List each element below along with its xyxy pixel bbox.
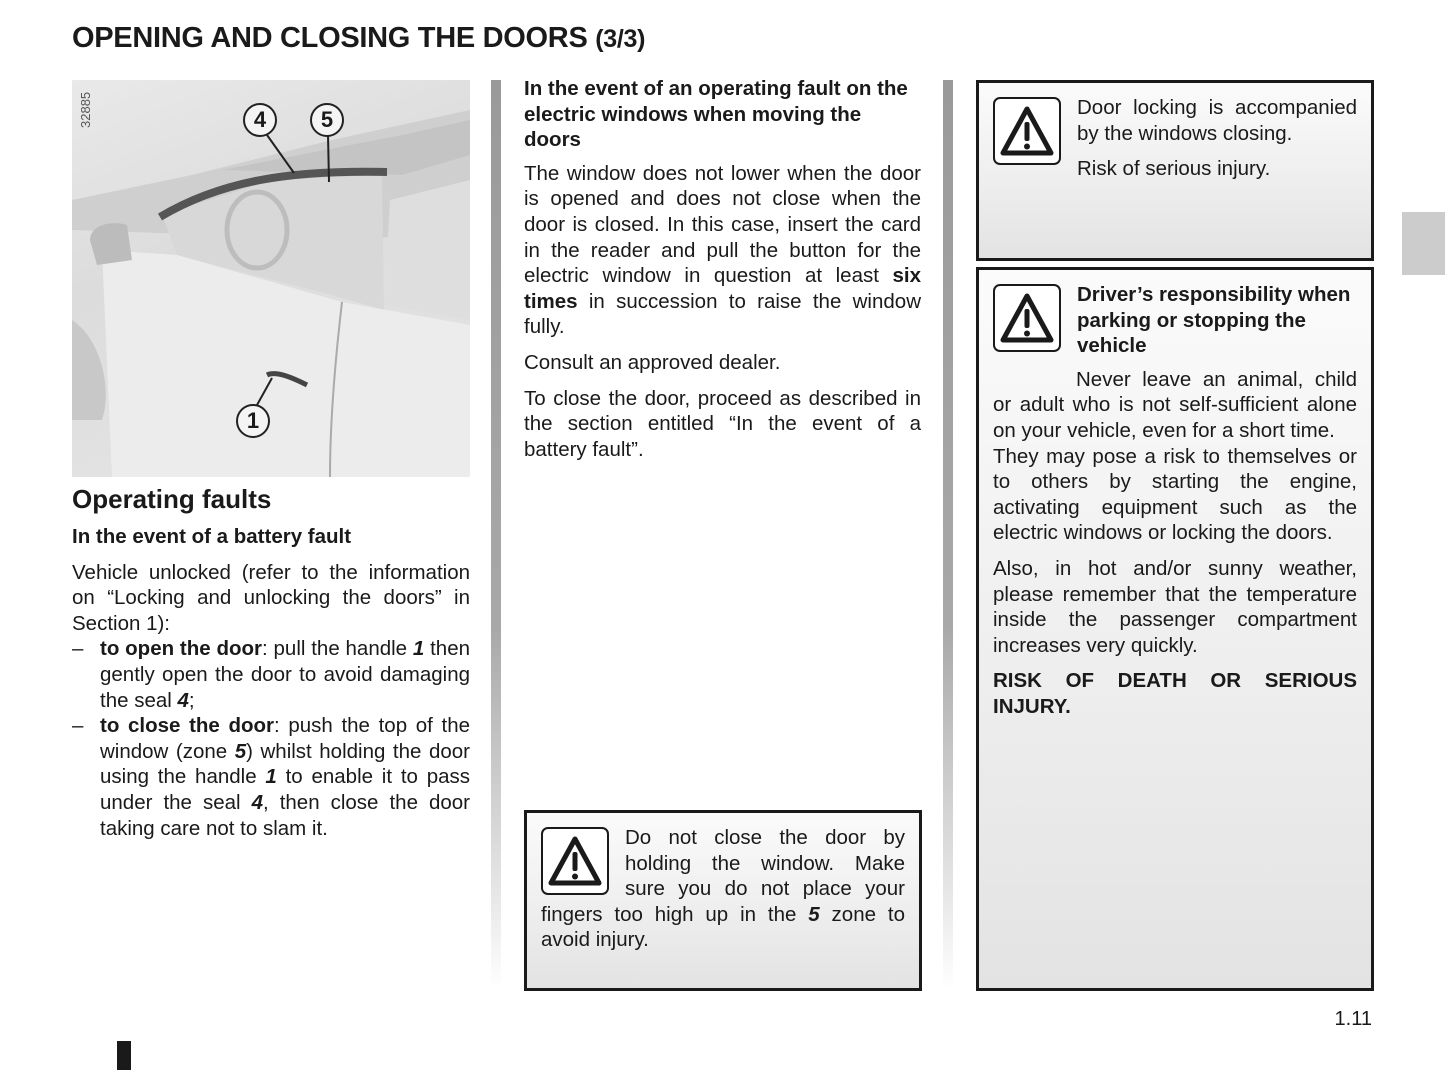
page-title-suffix: (3/3) <box>595 25 646 53</box>
warning-triangle-icon <box>993 97 1061 165</box>
middle-column <box>524 76 921 472</box>
ref-number: 4 <box>177 688 189 712</box>
warning-paragraph: Never leave an animal, child or adult who is not self-sufficient alone on your vehicle, even for a short time. <box>993 367 1357 442</box>
ref-number: 5 <box>808 902 820 926</box>
callout-4: 4 <box>243 103 277 137</box>
warning-triangle-icon <box>993 284 1061 352</box>
print-mark <box>117 1041 131 1070</box>
text: Do not close the door by holding the window. Make sure you do not place your fingers too high up in the <box>541 826 905 926</box>
warning-box-window <box>524 810 922 991</box>
instruction-list <box>72 636 470 841</box>
text: in succession to raise the window fully. <box>524 289 921 339</box>
ref-number: 1 <box>412 637 425 661</box>
car-door-drawing <box>72 80 470 477</box>
warning-box-driver-responsibility <box>976 267 1374 991</box>
figure-id: 32885 <box>78 91 93 128</box>
section-tab-marker <box>1402 212 1445 275</box>
ref-number: 4 <box>251 790 263 814</box>
text: : pull the handle <box>262 637 413 661</box>
list-item-bold: to close the door <box>100 714 275 738</box>
paragraph-window-fault <box>524 161 921 340</box>
callout-5: 5 <box>310 103 344 137</box>
section-heading: Operating faults <box>72 484 272 514</box>
section-heading: In the event of an operating fault on the electric windows when moving the doors <box>524 77 908 152</box>
page-title <box>72 22 645 55</box>
text: The window does not lower when the door is opened and does not close when the door is closed. In this case, insert the card in the reader and pull the button for the electric window in question at least <box>524 161 921 288</box>
door-illustration <box>72 80 470 477</box>
text: ; <box>188 688 195 712</box>
column-divider-left <box>491 80 501 990</box>
text: to enable it to pass under the seal <box>100 765 470 814</box>
paragraph-consult: Consult an approved dealer. <box>524 350 781 374</box>
warning-text: Door locking is accompanied by the windows closing. <box>1077 96 1357 145</box>
paragraph-close-door: To close the door, proceed as described in the section entitled “In the event of a battery fault”. <box>524 386 921 461</box>
page-number: 1.11 <box>1334 1008 1372 1030</box>
text: ) whilst holding the door using the handle <box>100 739 470 789</box>
callout-1: 1 <box>236 404 270 438</box>
warning-risk: RISK OF DEATH OR SERIOUS INJURY. <box>993 669 1357 718</box>
list-item-bold: to open the door <box>100 637 263 661</box>
ref-number: 1 <box>265 765 277 789</box>
page-title-main: OPENING AND CLOSING THE DOORS <box>72 22 588 54</box>
ref-number: 5 <box>234 739 247 763</box>
subsection-heading: In the event of a battery fault <box>72 525 352 548</box>
warning-risk: Risk of serious injury. <box>1077 157 1271 181</box>
text: zone to avoid injury. <box>541 902 905 952</box>
emphasis: six times <box>524 264 921 313</box>
column-divider-right <box>943 80 953 990</box>
list-item-open-door <box>72 636 470 713</box>
list-item-close-door <box>72 713 470 841</box>
text: : push the top of the window (zone <box>100 714 470 763</box>
text: , then close the door taking care not to slam it. <box>100 790 471 840</box>
warning-paragraph: They may pose a risk to themselves or to others by starting the engine, activating equipment such as the electric windows or locking the doors. <box>993 444 1357 545</box>
warning-box-door-locking <box>976 80 1374 261</box>
warning-paragraph: Also, in hot and/or sunny weather, please remember that the temperature inside the passenger compartment increases very quickly. <box>993 556 1357 657</box>
left-column <box>72 484 470 841</box>
warning-heading: Driver’s responsibility when parking or stopping the vehicle <box>1077 283 1351 358</box>
warning-triangle-icon <box>541 827 609 895</box>
text: then gently open the door to avoid damaging the seal <box>100 637 470 712</box>
intro-paragraph: Vehicle unlocked (refer to the information on “Locking and unlocking the doors” in Section 1): <box>72 560 470 635</box>
